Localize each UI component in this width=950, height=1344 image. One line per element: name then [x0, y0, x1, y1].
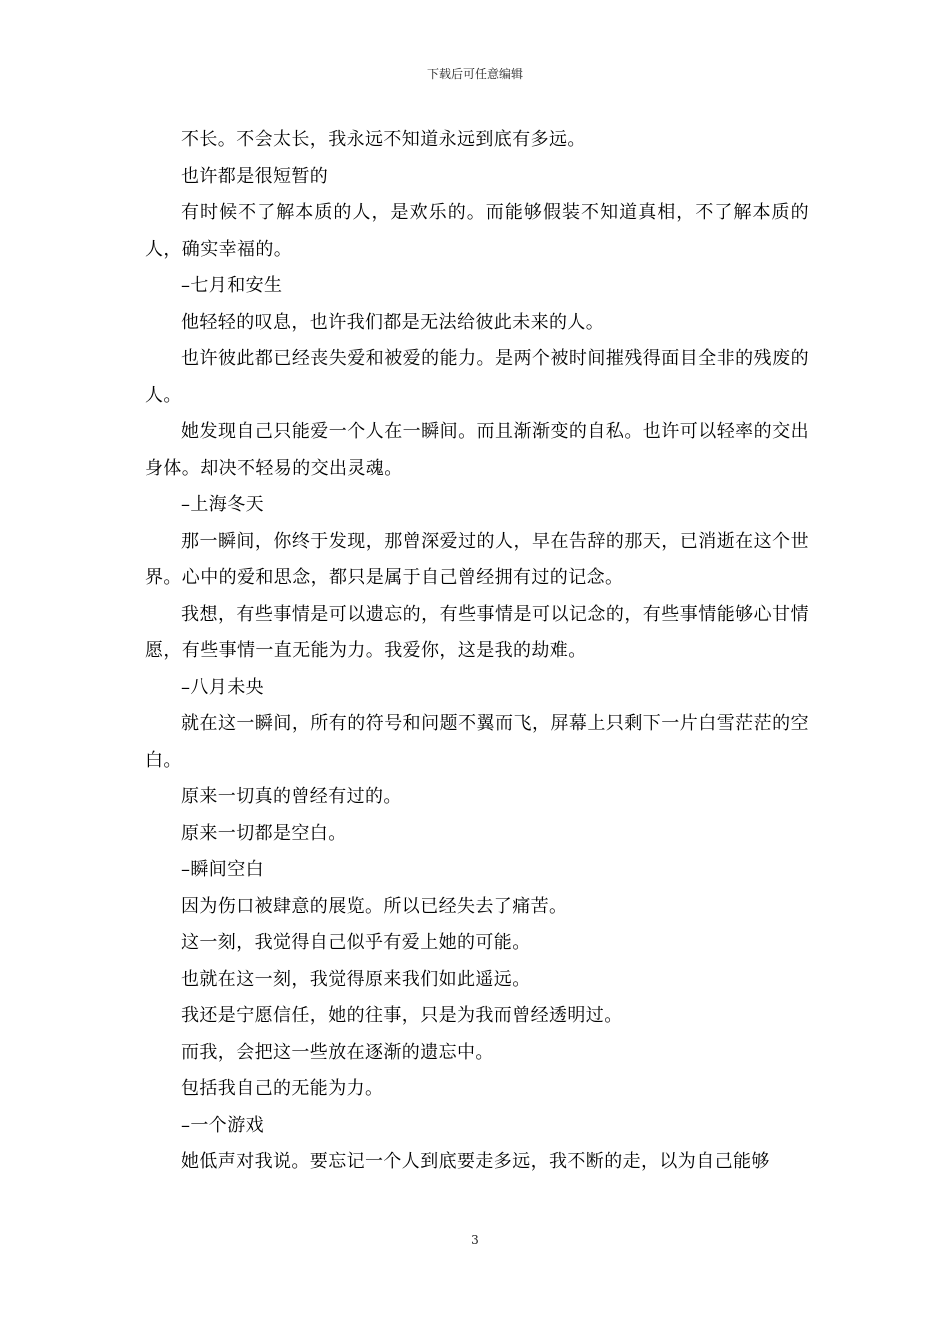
paragraph: 包括我自己的无能为力。: [181, 1078, 384, 1099]
paragraph: 就在这一瞬间，所有的符号和问题不翼而飞，屏幕上只剩下一片白雪茫茫的空白。: [145, 713, 809, 771]
paragraph: 那一瞬间，你终于发现，那曾深爱过的人，早在告辞的那天，已消逝在这个世界。心中的爱和思念，都只是属于自己曾经拥有过的记念。: [145, 530, 809, 588]
paragraph: 有时候不了解本质的人，是欢乐的。而能够假装不知道真相，不了解本质的人，确实幸福的。: [145, 202, 809, 260]
section-signature: –七月和安生: [181, 275, 283, 296]
paragraph: 她发现自己只能爱一个人在一瞬间。而且渐渐变的自私。也许可以轻率的交出身体。却决不轻易的交出灵魂。: [145, 421, 809, 479]
section-signature: –上海冬天: [181, 494, 264, 515]
section-signature: –瞬间空白: [181, 859, 264, 880]
paragraph: 我想，有些事情是可以遗忘的，有些事情是可以记念的，有些事情能够心甘情愿，有些事情一直无能为力。我爱你，这是我的劫难。: [145, 603, 809, 661]
paragraph: 他轻轻的叹息，也许我们都是无法给彼此未来的人。: [181, 311, 605, 333]
document-body: [145, 122, 809, 1181]
page-header: 下载后可任意编辑: [426, 67, 523, 81]
paragraph: 而我，会把这一些放在逐渐的遗忘中。: [181, 1041, 494, 1063]
paragraph: 也许都是很短暂的: [181, 165, 329, 187]
paragraph: 原来一切真的曾经有过的。: [181, 786, 402, 807]
paragraph: 她低声对我说。要忘记一个人到底要走多远，我不断的走，以为自己能够: [181, 1151, 770, 1172]
section-signature: –八月未央: [181, 676, 264, 698]
paragraph: 原来一切都是空白。: [181, 822, 347, 844]
paragraph: 这一刻，我觉得自己似乎有爱上她的可能。: [181, 932, 531, 953]
page-number: 3: [471, 1233, 479, 1247]
paragraph: 不长。不会太长，我永远不知道永远到底有多远。: [181, 129, 586, 150]
paragraph: 也许彼此都已经丧失爱和被爱的能力。是两个被时间摧残得面目全非的残废的人。: [145, 348, 809, 406]
paragraph: 我还是宁愿信任，她的往事，只是为我而曾经透明过。: [181, 1005, 623, 1026]
paragraph: 因为伤口被肆意的展览。所以已经失去了痛苦。: [181, 895, 568, 917]
section-signature: –一个游戏: [181, 1114, 264, 1136]
paragraph: 也就在这一刻，我觉得原来我们如此遥远。: [181, 968, 531, 990]
